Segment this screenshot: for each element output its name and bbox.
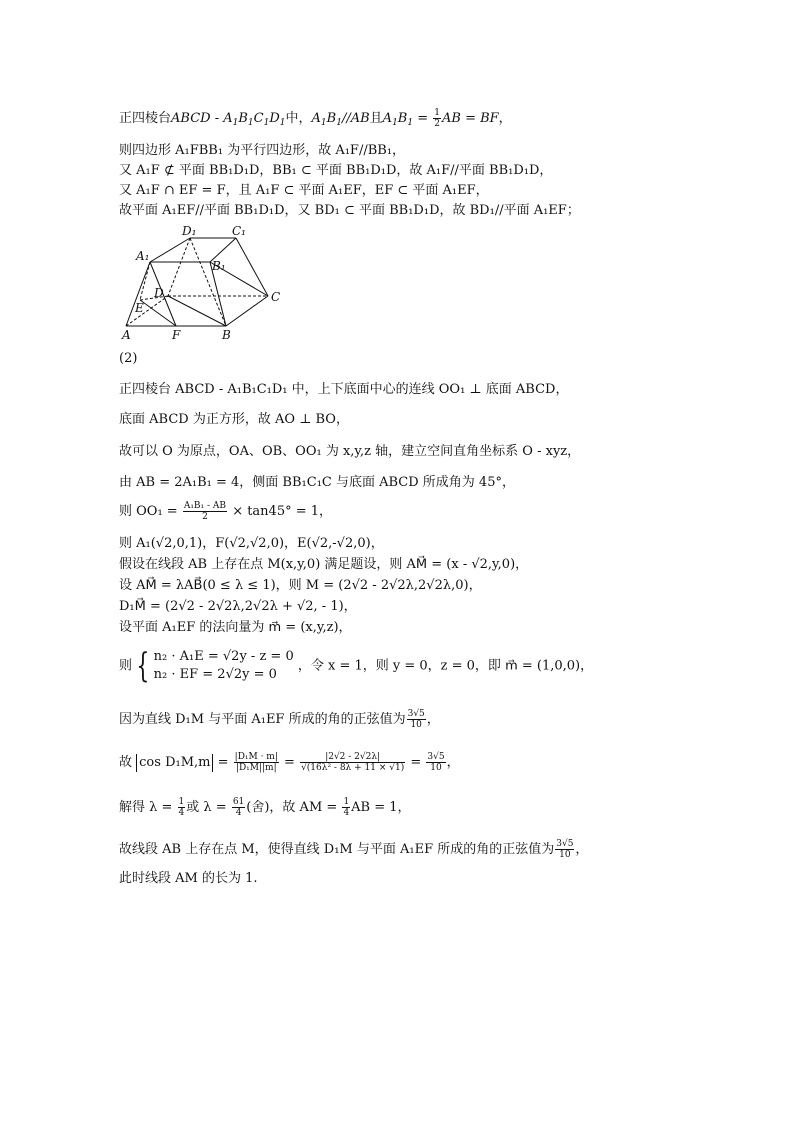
- text-conclusion: 故线段 AB 上存在点 M，使得直线 D₁M 与平面 A₁EF 所成的角的正弦值为: [119, 842, 555, 857]
- text-gu: 故: [119, 755, 133, 770]
- text-tan45: × tan45° = 1，: [232, 504, 333, 519]
- solution-line-11: 则 { n₂ · A₁E = √2y - z = 0 n₂ · EF = 2√2y = 0 ，令 x = 1，则 y = 0，z = 0，即 m⃗ = (1,0,0)，: [119, 646, 594, 686]
- solution-line-6: 则 A₁(√2,0,1)，F(√2,√2,0)，E(√2,-√2,0)，: [119, 536, 384, 551]
- text-jiede: 解得 λ =: [119, 800, 173, 815]
- fraction-numerator: 61: [232, 797, 245, 807]
- label-C: C: [271, 290, 281, 304]
- solution-line-10: 设平面 A₁EF 的法向量为 m⃗ = (x,y,z)，: [119, 620, 352, 635]
- statement-line-3: 又 A₁F ⊄ 平面 BB₁D₁D，BB₁ ⊂ 平面 BB₁D₁D，故 A₁F//平面 BB₁D₁D，: [119, 163, 553, 178]
- fraction-denominator: 4: [178, 808, 185, 818]
- label-B: B: [222, 328, 231, 342]
- label-A: A: [122, 328, 131, 342]
- solution-line-2: 底面 ABCD 为正方形，故 AO ⊥ BO，: [119, 412, 349, 427]
- fraction-denominator: 10: [430, 763, 442, 773]
- solution-line-3: 故可以 O 为原点，OA、OB、OO₁ 为 x,y,z 轴，建立空间直角坐标系 O - xyz，: [119, 444, 581, 459]
- fraction-denominator: √(16λ² - 8λ + 11 × √1): [301, 763, 405, 773]
- solution-line-4: 由 AB = 2A₁B₁ = 4，侧面 BB₁C₁C 与底面 ABCD 所成角为 45°，: [119, 475, 515, 490]
- system-row-1: n₂ · A₁E = √2y - z = 0: [153, 649, 294, 664]
- part-2-heading: (2): [119, 351, 138, 366]
- solution-line-9: D₁M⃗ = (2√2 - 2√2λ,2√2λ + √2, - 1)，: [119, 599, 357, 614]
- solution-line-8: 设 AM⃗ = λAB⃗(0 ≤ λ ≤ 1)，则 M = (2√2 - 2√2λ,2√2λ,0)，: [119, 578, 482, 593]
- text-zhengsilengtai: 正四棱台: [119, 111, 172, 126]
- label-F: F: [172, 328, 181, 342]
- text-qie: 且: [369, 111, 383, 126]
- label-B1: B₁: [212, 259, 226, 273]
- fraction-denominator: 10: [410, 720, 422, 730]
- fraction-numerator: |2√2 - 2√2λ|: [300, 752, 405, 763]
- fraction-numerator: 3√5: [427, 752, 445, 762]
- fraction-denominator: 10: [559, 850, 571, 860]
- label-E: E: [135, 301, 144, 315]
- label-D: D: [154, 286, 164, 300]
- text-comma: ，: [575, 842, 589, 857]
- statement-line-1: 正四棱台ABCD - $A_1B_1C_1D_1$中，$A_1B_1//AB$且$A_1B_1$ = $\frac{1}{2}$ AB = BF，: [119, 108, 512, 129]
- fraction-denominator: |D₁M||m|: [235, 763, 277, 773]
- fraction-denominator: 4: [235, 808, 242, 818]
- fraction-denominator: 4: [343, 808, 350, 818]
- statement-line-5: 故平面 A₁EF//平面 BB₁D₁D，又 BD₁ ⊂ 平面 BB₁D₁D，故 BD₁//平面 A₁EF；: [119, 203, 580, 218]
- cos-expression: cos D₁M,m: [139, 754, 211, 770]
- fraction-numerator: A₁B₁ - AB: [183, 501, 227, 511]
- solution-line-13: 故 cos D₁M,m = $\frac{\text{|D₁M · m|}}{\text{|D₁M||m|}}$ = $\frac{|2√2 - 2√2\lambda|}{\text{√(16λ² - 8λ + 11 × √1)}}$ = $\frac{3√5}{10}$ ，: [119, 752, 460, 773]
- solution-line-7: 假设在线段 AB 上存在点 M(x,y,0) 满足题设，则 AM⃗ = (x - √2,y,0)，: [119, 557, 529, 572]
- fraction-denominator: 2: [202, 512, 208, 522]
- label-A1: A₁: [136, 249, 150, 263]
- label-D1: D₁: [182, 224, 197, 238]
- statement-line-2: 则四边形 A₁FBB₁ 为平行四边形，故 A₁F//BB₁，: [119, 143, 406, 158]
- fraction-numerator: |D₁M · m|: [234, 752, 278, 762]
- text-she: (舍)，故 AM =: [246, 800, 338, 815]
- solution-line-16: 此时线段 AM 的长为 1.: [119, 871, 258, 886]
- statement-line-4: 又 A₁F ∩ EF = F，且 A₁F ⊂ 平面 A₁EF，EF ⊂ 平面 A₁EF，: [119, 183, 489, 198]
- text-oo1: 则 OO₁ =: [119, 504, 178, 519]
- solution-line-15: [119, 839, 588, 860]
- text-comma: ，: [426, 712, 440, 727]
- text-zhong: 中，: [285, 111, 312, 126]
- fraction-numerator: 3√5: [556, 839, 574, 849]
- fraction-numerator: 3√5: [407, 709, 425, 719]
- text-am-result: AB = 1，: [351, 800, 411, 815]
- equation-ab-bf: AB = BF: [442, 111, 499, 126]
- solution-line-1: 正四棱台 ABCD - A₁B₁C₁D₁ 中，上下底面中心的连线 OO₁ ⊥ 底面 ABCD，: [119, 382, 569, 397]
- solution-line-12: [119, 709, 440, 730]
- text-huo: 或 λ =: [186, 800, 227, 815]
- text-ze: 则: [119, 658, 133, 674]
- fraction-numerator: 1: [178, 797, 185, 807]
- fraction-numerator: 1: [343, 797, 350, 807]
- text-solve-m: ，令 x = 1，则 y = 0，z = 0，即 m⃗ = (1,0,0)，: [297, 658, 594, 674]
- text-sine-value: 因为直线 D₁M 与平面 A₁EF 所成的角的正弦值为: [119, 712, 406, 727]
- system-row-2: n₂ · EF = 2√2y = 0: [153, 667, 277, 682]
- text-comma: ，: [446, 755, 460, 770]
- solution-line-5: [119, 501, 332, 522]
- solution-line-14: [119, 797, 411, 818]
- frustum-figure: [118, 222, 288, 346]
- label-C1: C₁: [232, 224, 246, 238]
